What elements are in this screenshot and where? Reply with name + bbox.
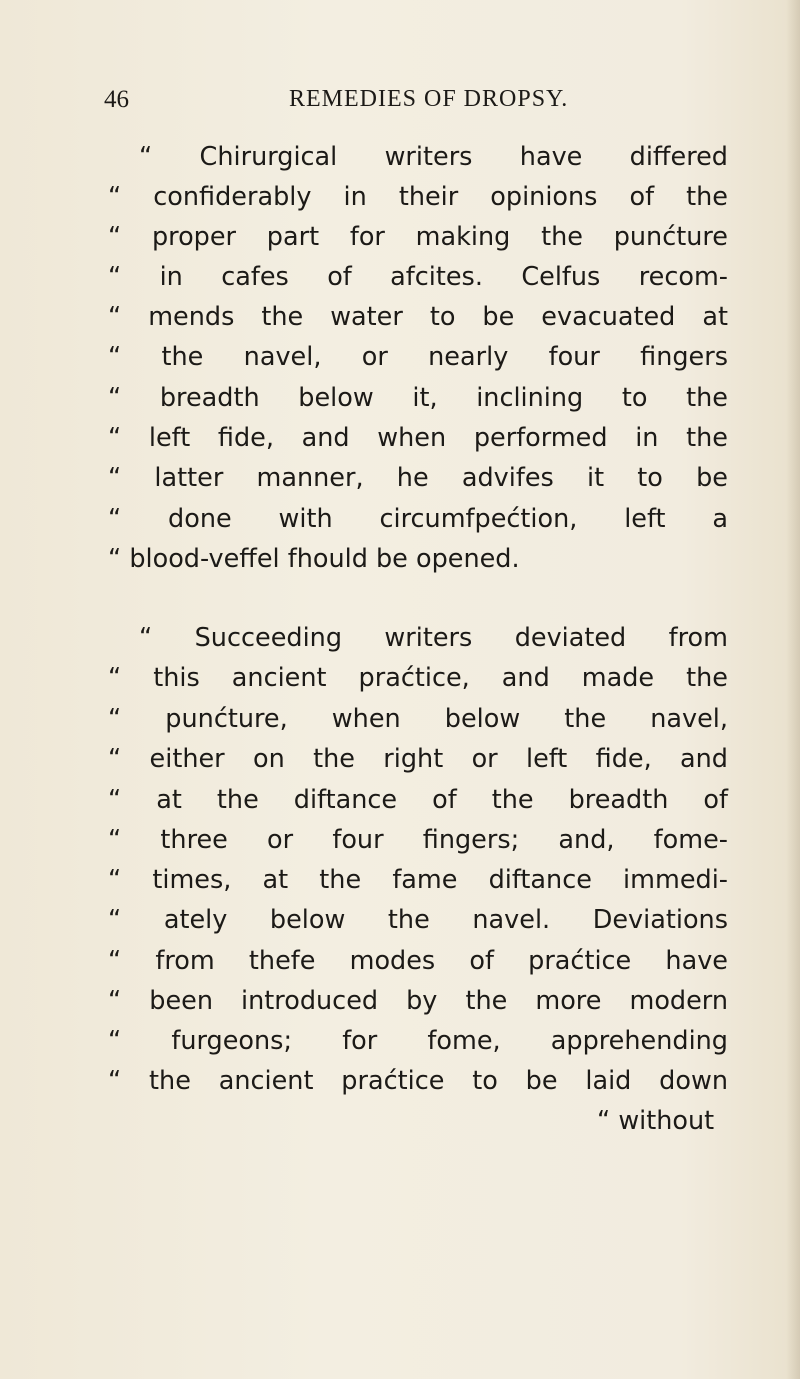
text-line: “ confiderably in their opinions of the bbox=[108, 182, 728, 212]
text-line: “ the ancient praćtice to be laid down bbox=[108, 1066, 728, 1096]
text-line: “ mends the water to be evacuated at bbox=[108, 302, 728, 332]
text-line: “ at the diftance of the breadth of bbox=[108, 785, 728, 815]
text-line: “ left fide, and when performed in the bbox=[108, 423, 728, 453]
text-line: “ proper part for making the punćture bbox=[108, 222, 728, 252]
text-line: “ in cafes of afcites. Celfus recom- bbox=[108, 262, 728, 292]
running-head: REMEDIES OF DROPSY. bbox=[289, 86, 569, 112]
text-line: “ either on the right or left fide, and bbox=[108, 744, 728, 774]
page-edge-shadow bbox=[786, 0, 800, 1379]
text-line: “ breadth below it, inclining to the bbox=[108, 383, 728, 413]
catchword: “ without bbox=[597, 1106, 715, 1136]
text-line: “ from thefe modes of praćtice have bbox=[108, 946, 728, 976]
page-header bbox=[0, 82, 800, 122]
text-line: “ times, at the fame diftance immedi- bbox=[108, 865, 728, 895]
text-line: “ blood-veffel fhould be opened. bbox=[108, 544, 520, 574]
text-line: “ ately below the navel. Deviations bbox=[108, 905, 728, 935]
text-line: “ the navel, or nearly four fingers bbox=[108, 342, 728, 372]
text-line: “ Chirurgical writers have differed bbox=[139, 142, 728, 172]
text-line: “ furgeons; for fome, apprehending bbox=[108, 1026, 728, 1056]
page-number: 46 bbox=[104, 86, 129, 113]
text-line: “ this ancient praćtice, and made the bbox=[108, 663, 728, 693]
text-line: “ punćture, when below the navel, bbox=[108, 704, 728, 734]
text-line: “ been introduced by the more modern bbox=[108, 986, 728, 1016]
text-line: “ three or four fingers; and, fome- bbox=[108, 825, 728, 855]
text-line: “ Succeeding writers deviated from bbox=[139, 623, 728, 653]
text-line: “ latter manner, he advifes it to be bbox=[108, 463, 728, 493]
text-line: “ done with circumfpećtion, left a bbox=[108, 504, 728, 534]
